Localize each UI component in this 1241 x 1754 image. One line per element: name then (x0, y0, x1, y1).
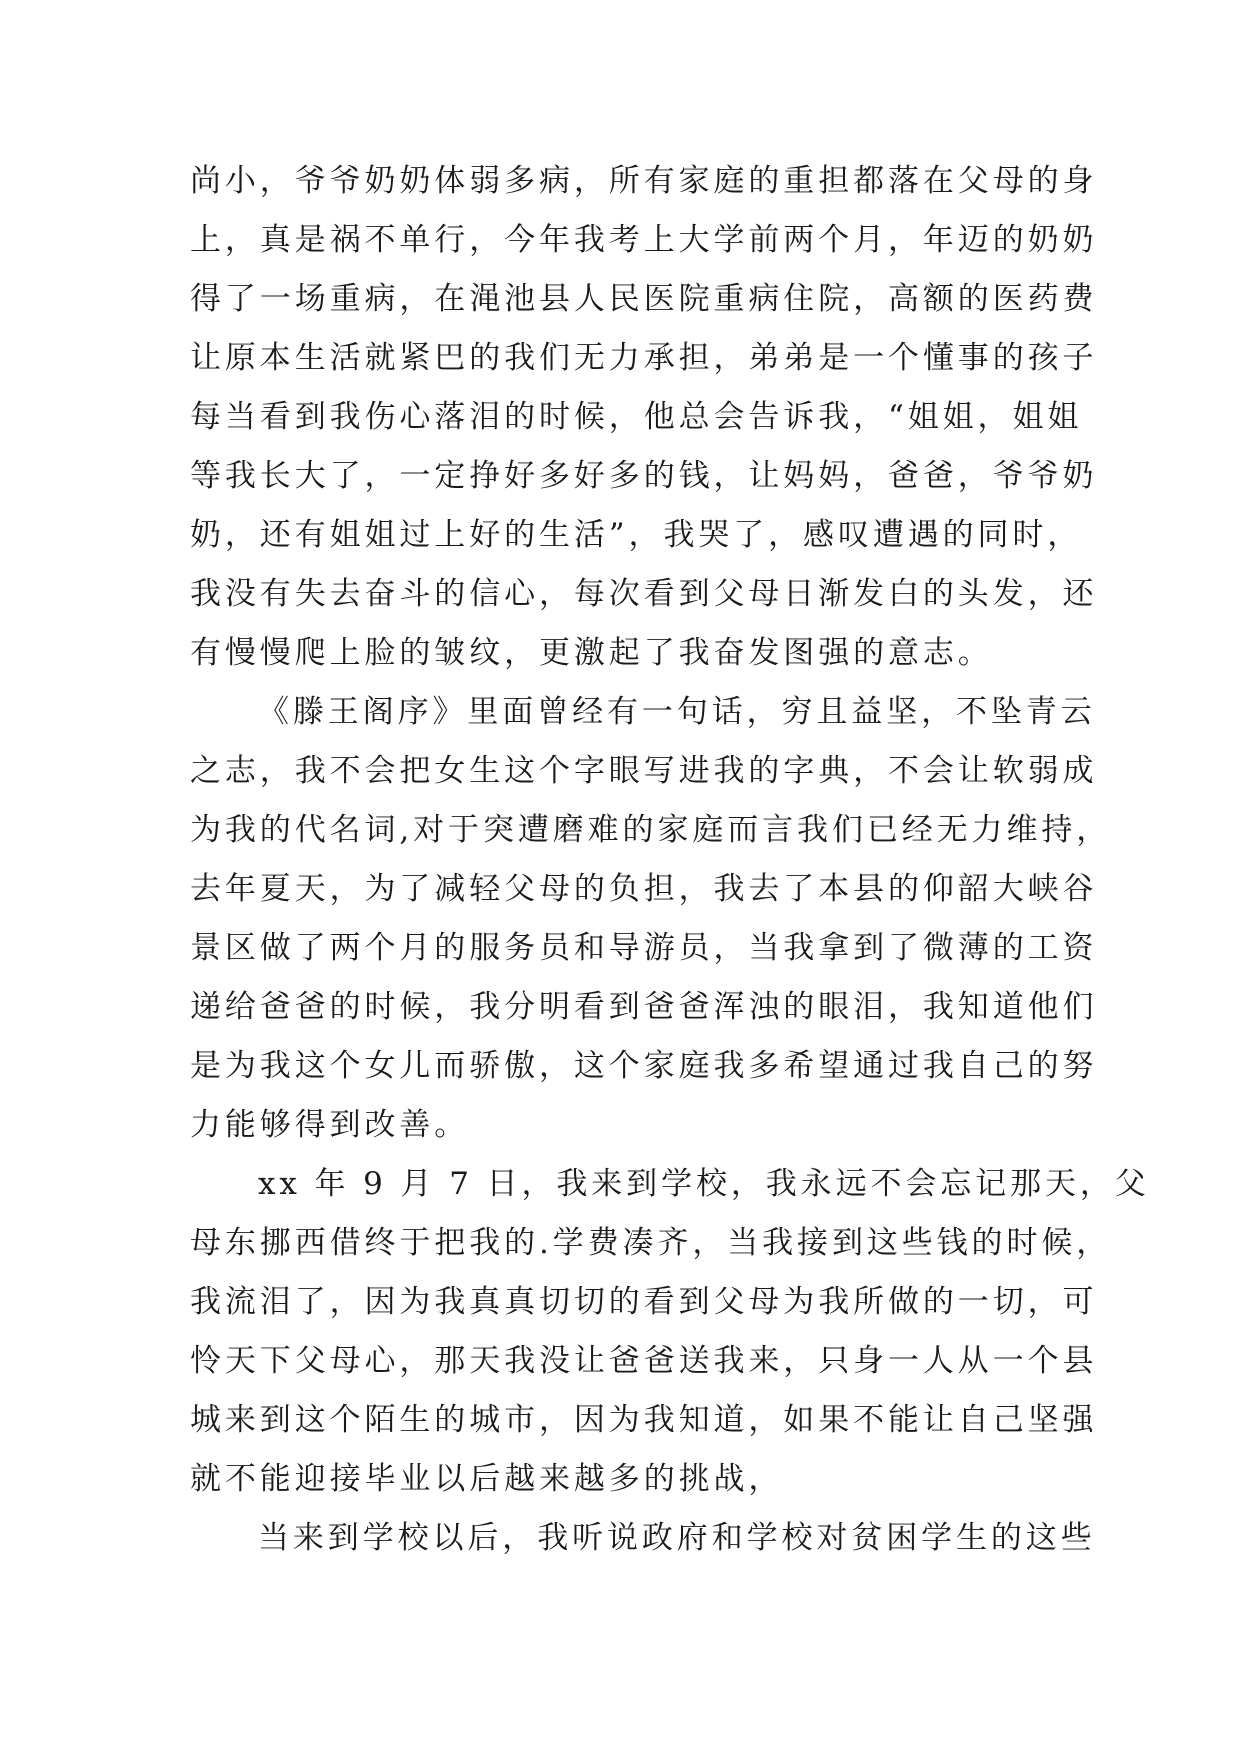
text-line: 是为我这个女儿而骄傲，这个家庭我多希望通过我自己的努 (190, 1048, 1098, 1084)
paragraph-start-line: xx 年 9 月 7 日，我来到学校，我永远不会忘记那天，父 (258, 1166, 1150, 1202)
text-line: 怜天下父母心，那天我没让爸爸送我来，只身一人从一个县 (190, 1343, 1098, 1379)
body-text (190, 152, 1150, 1568)
text-line: 有慢慢爬上脸的皱纹，更激起了我奋发图强的意志。 (190, 635, 993, 671)
text-line: 之志，我不会把女生这个字眼写进我的字典，不会让软弱成 (190, 753, 1098, 789)
text-line: 景区做了两个月的服务员和导游员，当我拿到了微薄的工资 (190, 930, 1098, 966)
text-line: 奶，还有姐姐过上好的生活”，我哭了，感叹遭遇的同时， (190, 517, 1083, 553)
text-line: 就不能迎接毕业以后越来越多的挑战， (190, 1461, 784, 1497)
paragraph-start-line: 《滕王阁序》里面曾经有一句话，穷且益坚，不坠青云 (258, 694, 1096, 730)
text-line: 得了一场重病，在渑池县人民医院重病住院，高额的医药费 (190, 281, 1098, 317)
text-line: 我流泪了，因为我真真切切的看到父母为我所做的一切，可 (190, 1284, 1098, 1320)
text-line: 为我的代名词,对于突遭磨难的家庭而言我们已经无力维持， (190, 812, 1112, 848)
paragraph-start-line: 当来到学校以后，我听说政府和学校对贫困学生的这些 (258, 1520, 1096, 1556)
text-line: 母东挪西借终于把我的.学费凑齐，当我接到这些钱的时候， (190, 1225, 1112, 1261)
text-line: 等我长大了，一定挣好多好多的钱，让妈妈，爸爸，爷爷奶 (190, 458, 1098, 494)
text-line: 递给爸爸的时候，我分明看到爸爸浑浊的眼泪，我知道他们 (190, 989, 1098, 1025)
text-line: 城来到这个陌生的城市，因为我知道，如果不能让自己坚强 (190, 1402, 1098, 1438)
text-line: 我没有失去奋斗的信心，每次看到父母日渐发白的头发，还 (190, 576, 1098, 612)
text-line: 上，真是祸不单行，今年我考上大学前两个月，年迈的奶奶 (190, 222, 1098, 258)
text-line: 力能够得到改善。 (190, 1107, 470, 1143)
text-line: 每当看到我伤心落泪的时候，他总会告诉我，“姐姐，姐姐 (190, 399, 1083, 435)
text-line: 去年夏天，为了减轻父母的负担，我去了本县的仰韶大峡谷 (190, 871, 1098, 907)
text-line: 让原本生活就紧巴的我们无力承担，弟弟是一个懂事的孩子 (190, 340, 1098, 376)
text-line: 尚小，爷爷奶奶体弱多病，所有家庭的重担都落在父母的身 (190, 163, 1098, 199)
